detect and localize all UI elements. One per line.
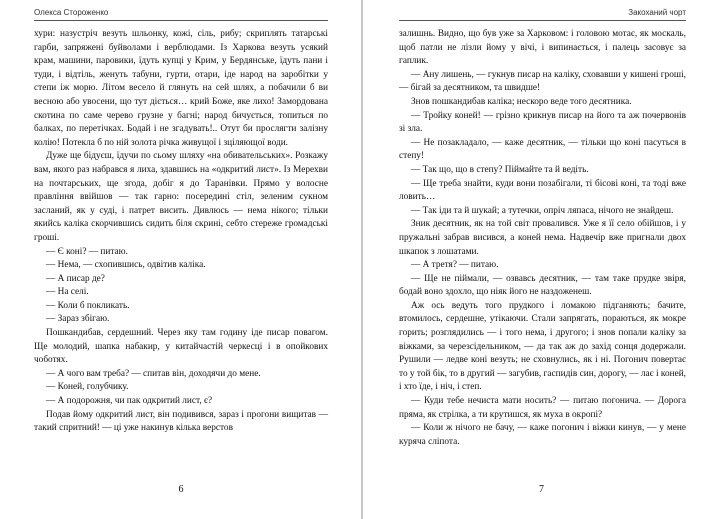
paragraph: — Ану лишень, — гукнув писар на каліку, сховавши у кишені гроші, — бігай за десятником, та швидше!: [399, 69, 686, 94]
paragraph: — А писар де?: [46, 273, 105, 284]
paragraph: — Не позакладало, — каже десятник, — тільки що коні пасуться в степу!: [399, 137, 686, 162]
paragraph: — А чого вам треба? — спитав він, доходячи до мене.: [46, 368, 261, 379]
paragraph: — Ще не піймали, — озвавсь десятник, — там таке прудке звіря, бодай воно здохло, що ніяк його не наздоженеш.: [399, 273, 686, 298]
paragraph: — Куди тебе нечиста мати носить? — питаю погонича. — Дорога пряма, як стрілка, а ти крутишся, як муха в окропі?: [399, 396, 686, 420]
paragraph: Аж ось ведуть того прудкого і ломакою підганяють; бачите, втомилось, сердешне, утікаючи. Стали запрягать, пораються, як мокре горить; розглядились — і того нема, і другого; і знов попали каліку за віжками, за черезсідельником, — да так аж до захід сонця додержали. Рушили — ледве коні везуть; не сховнулись, як і ні. Погонич повертає то у той бік, то в другий — загубив, гаспидів син, дорогу, — лає і коней, і хто їде, і ніч, і степ.: [399, 300, 686, 393]
header-rule: [34, 20, 328, 21]
left-page-text: [34, 28, 328, 436]
paragraph: — Коней, голубчику.: [46, 382, 129, 393]
paragraph: — Ще треба знайти, куди вони позабігали, ті бісові коні, та тоді вже ловить…: [399, 178, 686, 203]
paragraph: — Зараз збігаю.: [46, 314, 110, 325]
right-page-text: [399, 28, 686, 449]
page-number: 6: [178, 484, 184, 495]
running-header-author: Олекса Стороженко: [34, 8, 109, 17]
paragraph: залишнь. Видно, що був уже за Харковом: і головою мотає, як москаль, щоб патли не лізли йому у вічі, і випинається, і палець засовує за гаплик.: [399, 29, 686, 67]
paragraph: — Так іди та й шукай; а тутечки, опріч ляпаса, нічого не знайдеш.: [411, 205, 674, 216]
right-page: [363, 0, 720, 519]
paragraph: Дуже ще бідуєш, їдучи по сьому шляху «на обивательських». Розкажу вам, якого раз набрався я лиха, здавшись на «одкритий лист». Із Мерехви на почтарських, ще згода, добіг я до Таранівки. Прямо у волосне правління ввійшов — так гарно: посередині стіл, зеленим сукном засланий, як у суді, і патрет висить. Дивлюсь — нема нікого; тільки якийсь каліка скорчившись сидить біля скрині, себто стереже громадські гроші.: [34, 151, 328, 243]
paragraph: — Є коні? — питаю.: [46, 246, 128, 257]
page-number: 7: [539, 484, 544, 495]
running-header-title: Закоханий чорт: [628, 8, 686, 17]
paragraph: — Так що, що в степу? Піймайте та й ведіть.: [411, 164, 589, 175]
paragraph: — Коли ж нічого не бачу, — каже погонич і віжки кинув, — у мене куряча сліпота.: [399, 423, 686, 447]
paragraph: Знов пошкандибав каліка; нескоро веде того десятника.: [411, 96, 632, 107]
paragraph: Зник десятник, як на той світ провалився. Уже я її село обійшов, і у пружальні забрав висився, а коней нема. Надвечір вже пригнали двох шкапок з лошатами.: [399, 219, 686, 257]
paragraph: — А третя? — питаю.: [411, 260, 499, 271]
paragraph: — А подорожня, чи пак одкритий лист, є?: [46, 396, 213, 407]
paragraph: — На селі.: [46, 287, 89, 298]
paragraph: — Коли б покликать.: [46, 300, 130, 311]
paragraph: Подав йому одкритий лист, він подивився, зараз і прогони вищитав — такий спритний! — ці уже накинув кілька верстов: [34, 409, 328, 434]
paragraph: — Тройку коней! — грізно крикнув писар на його та аж почервонів зі зла.: [399, 110, 686, 135]
header-rule: [399, 20, 686, 21]
paragraph: Пошкандибав, сердешний. Через яку там годину іде писар повагом. Ще молодий, шапка набакир, у китайчастій черкесці і в опойкових чоботях.: [34, 328, 328, 366]
paragraph: — Нема, — схопившись, одвітив каліка.: [46, 260, 206, 271]
paragraph: хури: назустріч везуть шльонку, кожі, сіль, рибу; скриплять татарські гарби, запряжені буйволами і верблюдами. Із Харкова везуть усякий крам, машини, паровики, їдуть купці у Крим, у Бердянське, їдуть пани і туди, і відтіль, женуть табуни, гурти, отари, іде народ на заробітки у степи іж морю. Літом весело й глянуть на сей шлях, а побачили б ви весною або увосени, що тут діється… крий Боже, яке лихо! Замордована скотина по саме черево грузне у багні; народ бичується, топиться по балках, по перетічках. Бодай і не згадувать!.. Отут би прослягти залізну колію! Потекла б по ній золота річка живущої і зціляющої води.: [34, 29, 328, 148]
